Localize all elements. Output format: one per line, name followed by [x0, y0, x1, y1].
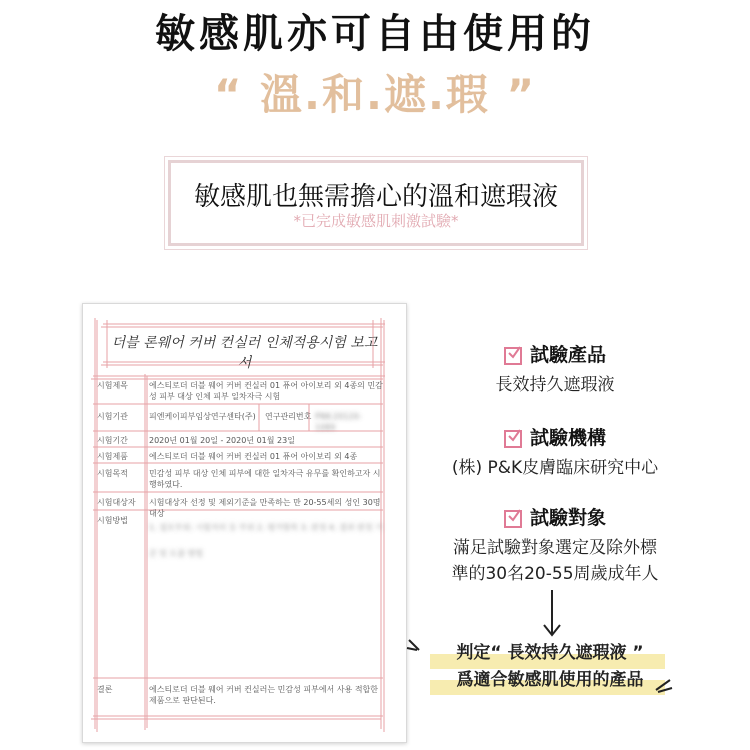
info-heading: 試驗機構 [529, 427, 606, 449]
conclusion-line-2: 爲適合敏感肌使用的產品 [456, 670, 644, 690]
checkbox-icon [504, 510, 522, 528]
headline: 敏感肌亦可自由使用的 [155, 11, 595, 57]
info-test-product [420, 340, 690, 398]
info-value: (株) P&K皮膚臨床研究中心 [451, 458, 659, 478]
accent-dash-icon [405, 636, 435, 656]
info-value: 長效持久遮瑕液 [495, 375, 615, 395]
test-claim-box [168, 160, 584, 246]
accent-dash-icon [652, 676, 676, 696]
info-test-institution [420, 423, 690, 481]
arrow-down-icon [540, 588, 564, 638]
report-title: 더블 론웨어 커버 컨실러 인체적용시험 보고서 [111, 335, 378, 371]
box-note: *已完成敏感肌刺激試驗* [293, 212, 459, 230]
checkbox-icon [504, 430, 522, 448]
info-test-subjects [420, 503, 690, 587]
conclusion [430, 640, 670, 694]
checkbox-icon [504, 347, 522, 365]
subheadline: “ 溫.和.遮.瑕 ” [213, 70, 537, 119]
conclusion-line-1: 判定“ 長效持久遮瑕液 ” [456, 643, 644, 663]
info-value: 滿足試驗對象選定及除外標準的30名20-55周歲成年人 [451, 538, 659, 584]
info-heading: 試驗對象 [529, 507, 606, 529]
info-heading: 試驗產品 [529, 344, 606, 366]
test-report-document: 더블 론웨어 커버 컨실러 인체적용시험 보고서 시험제목 에스티로더 더블 웨어 커버 컨실러 01 퓨어 아이보리 외 4종의 민감성 피부 대상 인체 피부 일차자극 시험 시험기관 피엔케이피부임상연구센타(주) 연구관리번호 PNK-20120-1089 시험기간 2020년 01월 20일 - 2020년 01월 23일 시험제품 에스티로더 더블 웨어 커버 컨실러 01 퓨어 아이보리 외 4종 시험목적 민감성 피부 대상 인체 피부에 대한 일차자극 유무를 확인하고자 시행하였다. 시험대상자 시험대상자 선정 및 제외기준을 만족하는 만 20-55세의 성인 30명 대상 시험방법 1. 접포부위: 시험자의 등 부위 2. 평가항목 3. 판정 4. 결과 판정 기준 및 도출 방법 결론 에스티로더 더블 웨어 커버 컨실러는 민감성 피부에서 사용 적합한 제품으로 판단된다. [82, 303, 407, 743]
box-title: 敏感肌也無需擔心的溫和遮瑕液 [193, 182, 558, 212]
